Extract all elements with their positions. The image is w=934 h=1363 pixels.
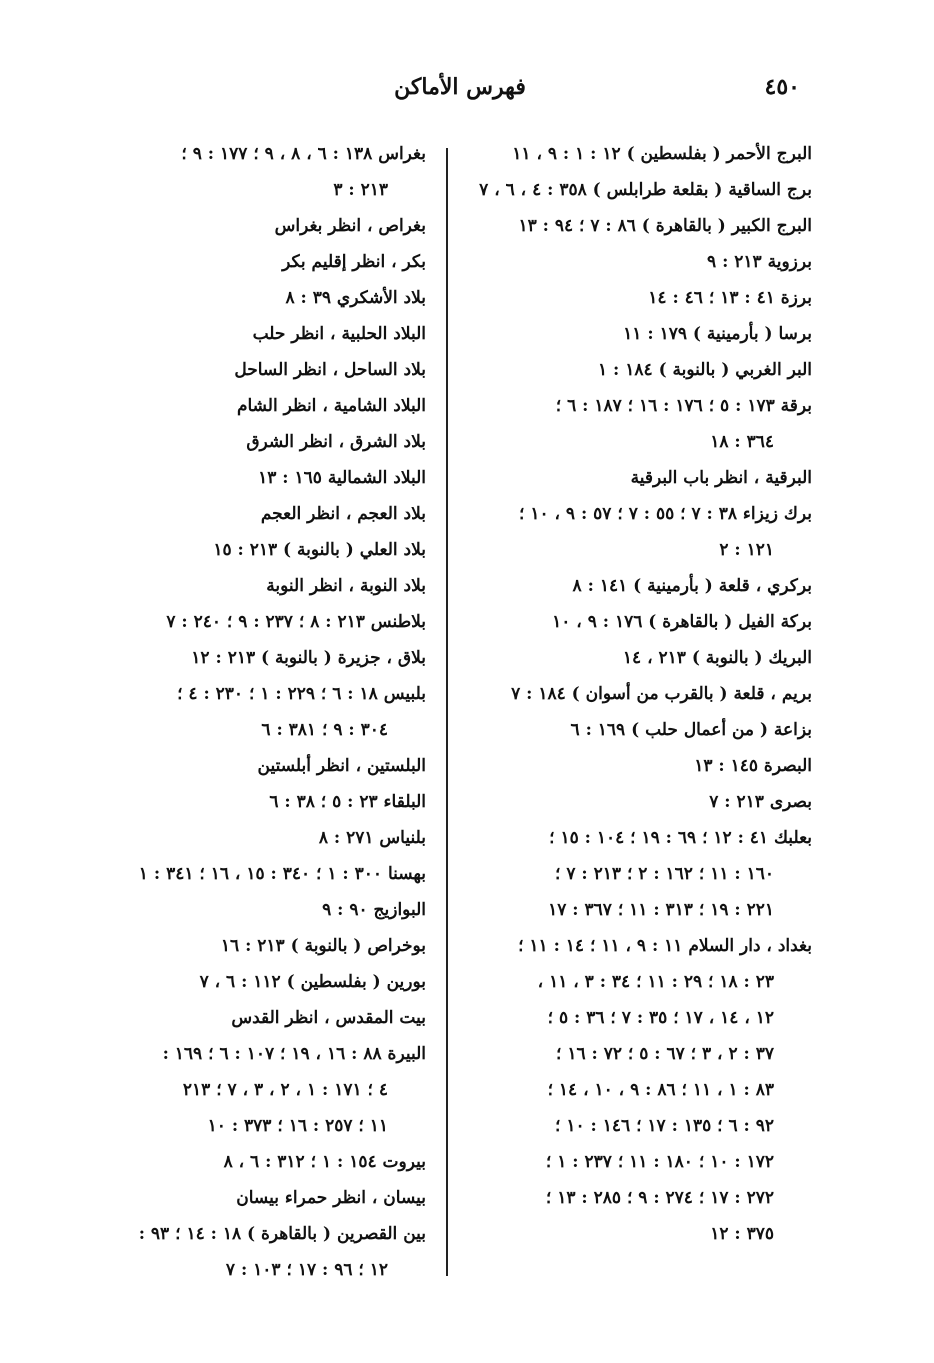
index-entry-continuation: ١١ ؛ ٢٥٧ : ١٦ ؛ ٣٧٣ : ١٠: [207, 1116, 388, 1136]
index-entry-continuation: ٣٦٤ : ١٨: [710, 432, 774, 452]
index-entry: البرج الأحمر ( بفلسطين ) ١٢ : ١ : ٩ ، ١١: [512, 144, 812, 164]
index-entry-continuation: ٣٠٤ : ٩ ؛ ٣٨١ : ٦: [261, 720, 388, 740]
index-entry-continuation: ١٦٠ : ١١ ؛ ١٦٢ : ٢ ؛ ٢١٣ : ٧ ؛: [555, 864, 774, 884]
index-entry: بعلبك ٤١ : ١٢ ؛ ٦٩ : ١٩ ؛ ١٠٤ : ١٥ ؛: [549, 828, 812, 848]
index-entry: البرقية ، انظر باب البرقية: [630, 468, 812, 488]
index-entry-continuation: ٢٣ : ١٨ ؛ ٢٩ : ١١ ؛ ٣٤ : ٣ ، ١١ ،: [537, 972, 774, 992]
index-entry: بلبيس ١٨ : ٦ ؛ ٢٢٩ : ١ ؛ ٢٣٠ : ٤ ؛: [177, 684, 426, 704]
index-entry: بغراص ، انظر بغراس: [274, 216, 426, 236]
index-entry: بصرى ٢١٣ : ٧: [709, 792, 812, 812]
column-divider: [446, 148, 448, 1276]
index-entry: بيروت ١٥٤ : ١ ؛ ٣١٢ : ٦ ، ٨: [223, 1152, 426, 1172]
index-entry-continuation: ٤ ؛ ١٧١ : ١ ، ٢ ، ٣ ، ٧ ؛ ٢١٣: [182, 1080, 388, 1100]
index-entry: بلاد الأشكري ٣٩ : ٨: [285, 288, 426, 308]
index-entry: بلاطنس ٢١٣ : ٨ ؛ ٢٣٧ : ٩ ؛ ٢٤٠ : ٧: [166, 612, 426, 632]
index-entry-continuation: ٩٢ : ٦ ؛ ١٣٥ : ١٧ ؛ ١٤٦ : ١٠ ؛: [555, 1116, 774, 1136]
index-entry-continuation: ٣٧٥ : ١٢: [710, 1224, 774, 1244]
index-entry: البوازيج ٩٠ : ٩: [322, 900, 426, 920]
index-entry: البريك ( بالنوبة ) ٢١٣ ، ١٤: [622, 648, 812, 668]
index-entry: بين القصرين ( بالقاهرة ) ١٨ : ١٤ ؛ ٩٣ :: [138, 1224, 426, 1244]
index-entry-continuation: ٨٣ : ١ ، ١١ ؛ ٨٦ : ٩ ، ١٠ ، ١٤ ؛: [547, 1080, 774, 1100]
index-entry: البر الغربي ( بالنوبة ) ١٨٤ : ١: [598, 360, 812, 380]
index-entry-continuation: ١٢ ؛ ٩٦ : ١٧ ؛ ١٠٣ : ٧: [225, 1260, 388, 1280]
page-number: ٤٥٠: [764, 74, 800, 100]
index-entry: برك زيزاء ٣٨ : ٧ ؛ ٥٥ : ٧ ؛ ٥٧ : ٩ ، ١٠ ؛: [518, 504, 812, 524]
index-entry: بلاق ، جزيرة ( بالنوبة ) ٢١٣ : ١٢: [191, 648, 426, 668]
index-entry-continuation: ٢٧٢ : ١٧ ؛ ٢٧٤ : ٩ ؛ ٢٨٥ : ١٣ ؛: [545, 1188, 774, 1208]
index-entry: البلقاء ٢٣ : ٥ ؛ ٣٨ : ٦: [269, 792, 426, 812]
index-entry: بركة الفيل ( بالقاهرة ) ١٧٦ : ٩ ، ١٠: [552, 612, 812, 632]
index-entry: بيت المقدس ، انظر القدس: [231, 1008, 426, 1028]
index-column-right: [462, 136, 812, 1252]
index-entry: بركري ، قلعة ( بأرمينية ) ١٤١ : ٨: [572, 576, 812, 596]
index-entry: بريم ، قلعة ( بالقرب من أسوان ) ١٨٤ : ٧: [511, 684, 812, 704]
index-entry: البلاد الشمالية ١٦٥ : ١٣: [258, 468, 426, 488]
index-entry: بلاد العجم ، انظر العجم: [260, 504, 426, 524]
index-entry: برج الساقية ( بقلعة طرابلس ) ٣٥٨ : ٤ ، ٦ ، ٧: [479, 180, 812, 200]
index-entry: برزوية ٢١٣ : ٩: [707, 252, 812, 272]
index-entry: البلستين ، انظر أبلستين: [257, 756, 426, 776]
index-entry: البلاد الحلبية ، انظر حلب: [252, 324, 426, 344]
page-title: فهرس الأماكن: [394, 74, 526, 100]
index-entry: بغراس ١٣٨ : ٦ ، ٨ ، ٩ ؛ ١٧٧ : ٩ ؛: [181, 144, 426, 164]
index-entry: بورين ( بفلسطين ) ١١٢ : ٦ ، ٧: [199, 972, 426, 992]
index-entry: بهسنا ٣٠٠ : ١ ؛ ٣٤٠ : ١٥ ، ١٦ ؛ ٣٤١ : ١: [138, 864, 426, 884]
index-column-left: [66, 136, 426, 1288]
index-entry: بزاعة ( من أعمال حلب ) ١٦٩ : ٦: [570, 720, 812, 740]
index-entry: البلاد الشامية ، انظر الشام: [236, 396, 426, 416]
index-entry: برزة ٤١ : ١٣ ؛ ٤٦ : ١٤: [648, 288, 812, 308]
index-entry: بيسان ، انظر حمراء بيسان: [236, 1188, 426, 1208]
index-entry: البيرة ٨٨ : ١٦ ، ١٩ ؛ ١٠٧ : ٦ ؛ ١٦٩ :: [162, 1044, 426, 1064]
index-entry-continuation: ٣٧ : ٢ ، ٣ ؛ ٦٧ : ٥ ؛ ٧٢ : ١٦ ؛: [555, 1044, 774, 1064]
index-entry: بلاد العلي ( بالنوبة ) ٢١٣ : ١٥: [213, 540, 426, 560]
index-entry: بلاد الساحل ، انظر الساحل: [234, 360, 426, 380]
index-entry-continuation: ١٢ ، ١٤ ، ١٧ ؛ ٣٥ : ٧ ؛ ٣٦ : ٥ ؛: [547, 1008, 774, 1028]
index-entry: بلنياس ٢٧١ : ٨: [318, 828, 426, 848]
index-entry: بلاد الشرق ، انظر الشرق: [246, 432, 426, 452]
index-entry: بغداد ، دار السلام ١١ : ٩ ، ١١ ؛ ١٤ : ١١ ؛: [518, 936, 812, 956]
index-entry-continuation: ٢٢١ : ١٩ ؛ ٣١٣ : ١١ ؛ ٣٦٧ : ١٧: [548, 900, 774, 920]
index-entry: البصرة ١٤٥ : ١٣: [694, 756, 812, 776]
index-entry: بلاد النوبة ، انظر النوبة: [266, 576, 426, 596]
index-entry: برقة ١٧٣ : ٥ ؛ ١٧٦ : ١٦ ؛ ١٨٧ : ٦ ؛: [555, 396, 812, 416]
index-entry-continuation: ١٢١ : ٢: [719, 540, 774, 560]
index-entry-continuation: ٢١٣ : ٣: [333, 180, 388, 200]
index-entry: برسا ( بأرمينية ) ١٧٩ : ١١: [623, 324, 812, 344]
index-entry: البرج الكبير ( بالقاهرة ) ٨٦ : ٧ ؛ ٩٤ : ١٣: [518, 216, 812, 236]
index-entry-continuation: ١٧٢ : ١٠ ؛ ١٨٠ : ١١ ؛ ٢٣٧ : ١ ؛: [545, 1152, 774, 1172]
index-entry: بكر ، انظر إقليم بكر: [282, 252, 426, 272]
index-entry: بوخراص ( بالنوبة ) ٢١٣ : ١٦: [220, 936, 426, 956]
page-header: [0, 74, 934, 114]
